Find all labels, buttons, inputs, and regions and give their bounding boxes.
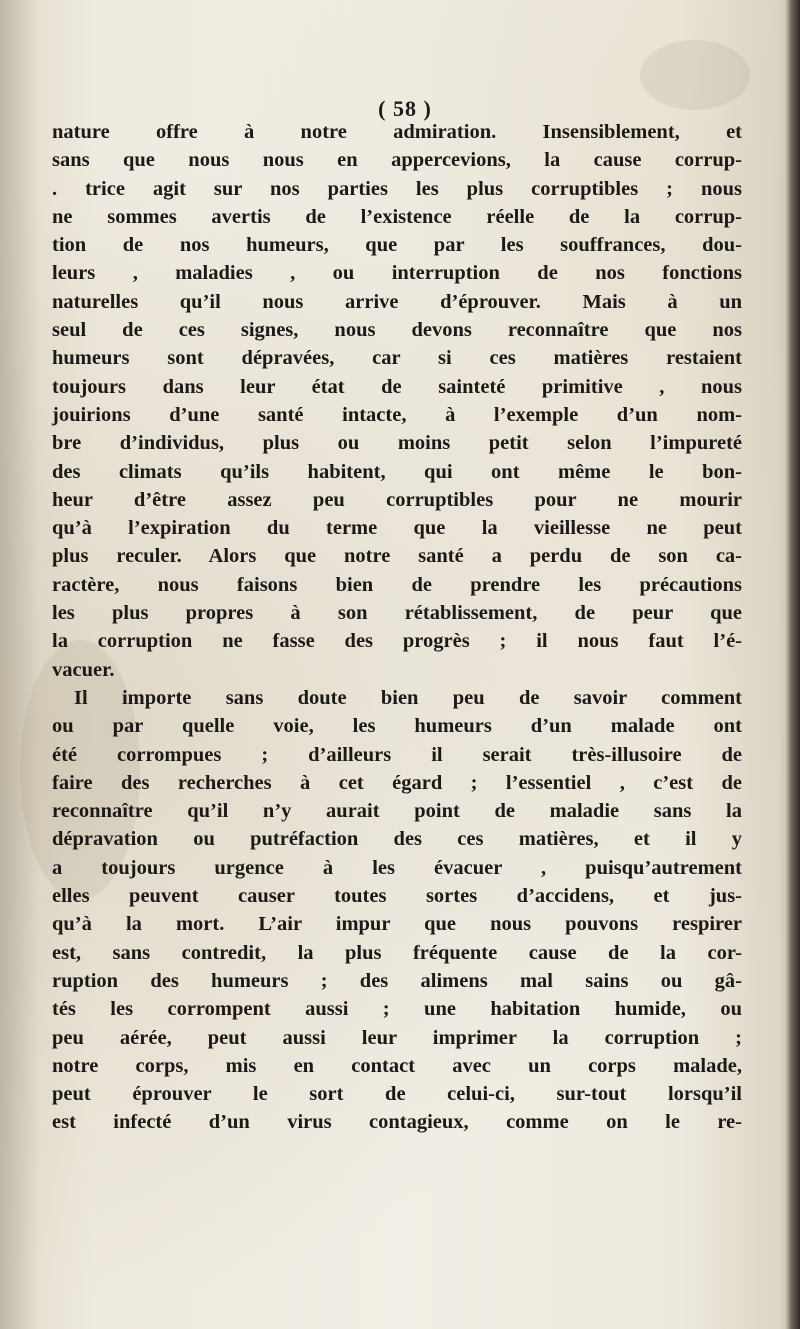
text-line: été corrompues ; d’ailleurs il serait très-illusoire de: [52, 743, 742, 766]
text-line: ne sommes avertis de l’existence réelle de la corrup-: [52, 205, 742, 228]
page-right-edge: [778, 0, 800, 1329]
page-left-shadow: [0, 0, 40, 1329]
text-line: peu aérée, peut aussi leur imprimer la corruption ;: [52, 1026, 742, 1049]
text-line: peut éprouver le sort de celui-ci, sur-tout lorsqu’il: [52, 1083, 742, 1106]
text-line: bre d’individus, plus ou moins petit selon l’impureté: [52, 432, 742, 455]
text-line: heur d’être assez peu corruptibles pour ne mourir: [52, 488, 742, 511]
text-line: reconnaître qu’il n’y aurait point de maladie sans la: [52, 800, 742, 823]
text-line: faire des recherches à cet égard ; l’essentiel , c’est de: [52, 771, 742, 794]
text-line: notre corps, mis en contact avec un corps malade,: [52, 1054, 742, 1077]
text-line: toujours dans leur état de sainteté primitive , nous: [52, 375, 742, 398]
body-text: [52, 118, 742, 1137]
text-line: . trice agit sur nos parties les plus corruptibles ; nous: [52, 177, 742, 200]
text-line: dépravation ou putréfaction des ces matières, et il y: [52, 828, 742, 851]
text-line: ruption des humeurs ; des alimens mal sains ou gâ-: [52, 969, 742, 992]
text-line: ractère, nous faisons bien de prendre les précautions: [52, 573, 742, 596]
text-line: les plus propres à son rétablissement, de peur que: [52, 602, 742, 625]
text-line: est, sans contredit, la plus fréquente cause de la cor-: [52, 941, 742, 964]
text-line: nature offre à notre admiration. Insensiblement, et: [52, 121, 742, 143]
page-number: ( 58 ): [378, 96, 432, 121]
text-line: humeurs sont dépravées, car si ces matières restaient: [52, 347, 742, 370]
text-line: des climats qu’ils habitent, qui ont même le bon-: [52, 460, 742, 483]
text-line: naturelles qu’il nous arrive d’éprouver. Mais à un: [52, 290, 742, 313]
text-line: plus reculer. Alors que notre santé a perdu de son ca-: [52, 545, 742, 568]
text-line: seul de ces signes, nous devons reconnaître que nos: [52, 319, 742, 342]
text-line: est infecté d’un virus contagieux, comme on le re-: [52, 1111, 742, 1134]
text-line: sans que nous nous en appercevions, la cause corrup-: [52, 149, 742, 172]
text-line: la corruption ne fasse des progrès ; il nous faut l’é-: [52, 630, 742, 653]
text-line: ou par quelle voie, les humeurs d’un malade ont: [52, 715, 742, 738]
text-line: tion de nos humeurs, que par les souffrances, dou-: [52, 234, 742, 257]
text-line: qu’à la mort. L’air impur que nous pouvons respirer: [52, 913, 742, 936]
text-line: leurs , maladies , ou interruption de nos fonctions: [52, 262, 742, 285]
text-line: tés les corrompent aussi ; une habitation humide, ou: [52, 998, 742, 1021]
text-line: jouirions d’une santé intacte, à l’exemple d’un nom-: [52, 403, 742, 426]
paper-stain: [640, 40, 750, 110]
text-line: Il importe sans doute bien peu de savoir comment: [74, 686, 742, 709]
text-line: qu’à l’expiration du terme que la vieillesse ne peut: [52, 517, 742, 540]
text-line: a toujours urgence à les évacuer , puisqu’autrement: [52, 856, 742, 879]
text-line: elles peuvent causer toutes sortes d’accidens, et jus-: [52, 885, 742, 908]
text-line: vacuer.: [52, 658, 115, 681]
